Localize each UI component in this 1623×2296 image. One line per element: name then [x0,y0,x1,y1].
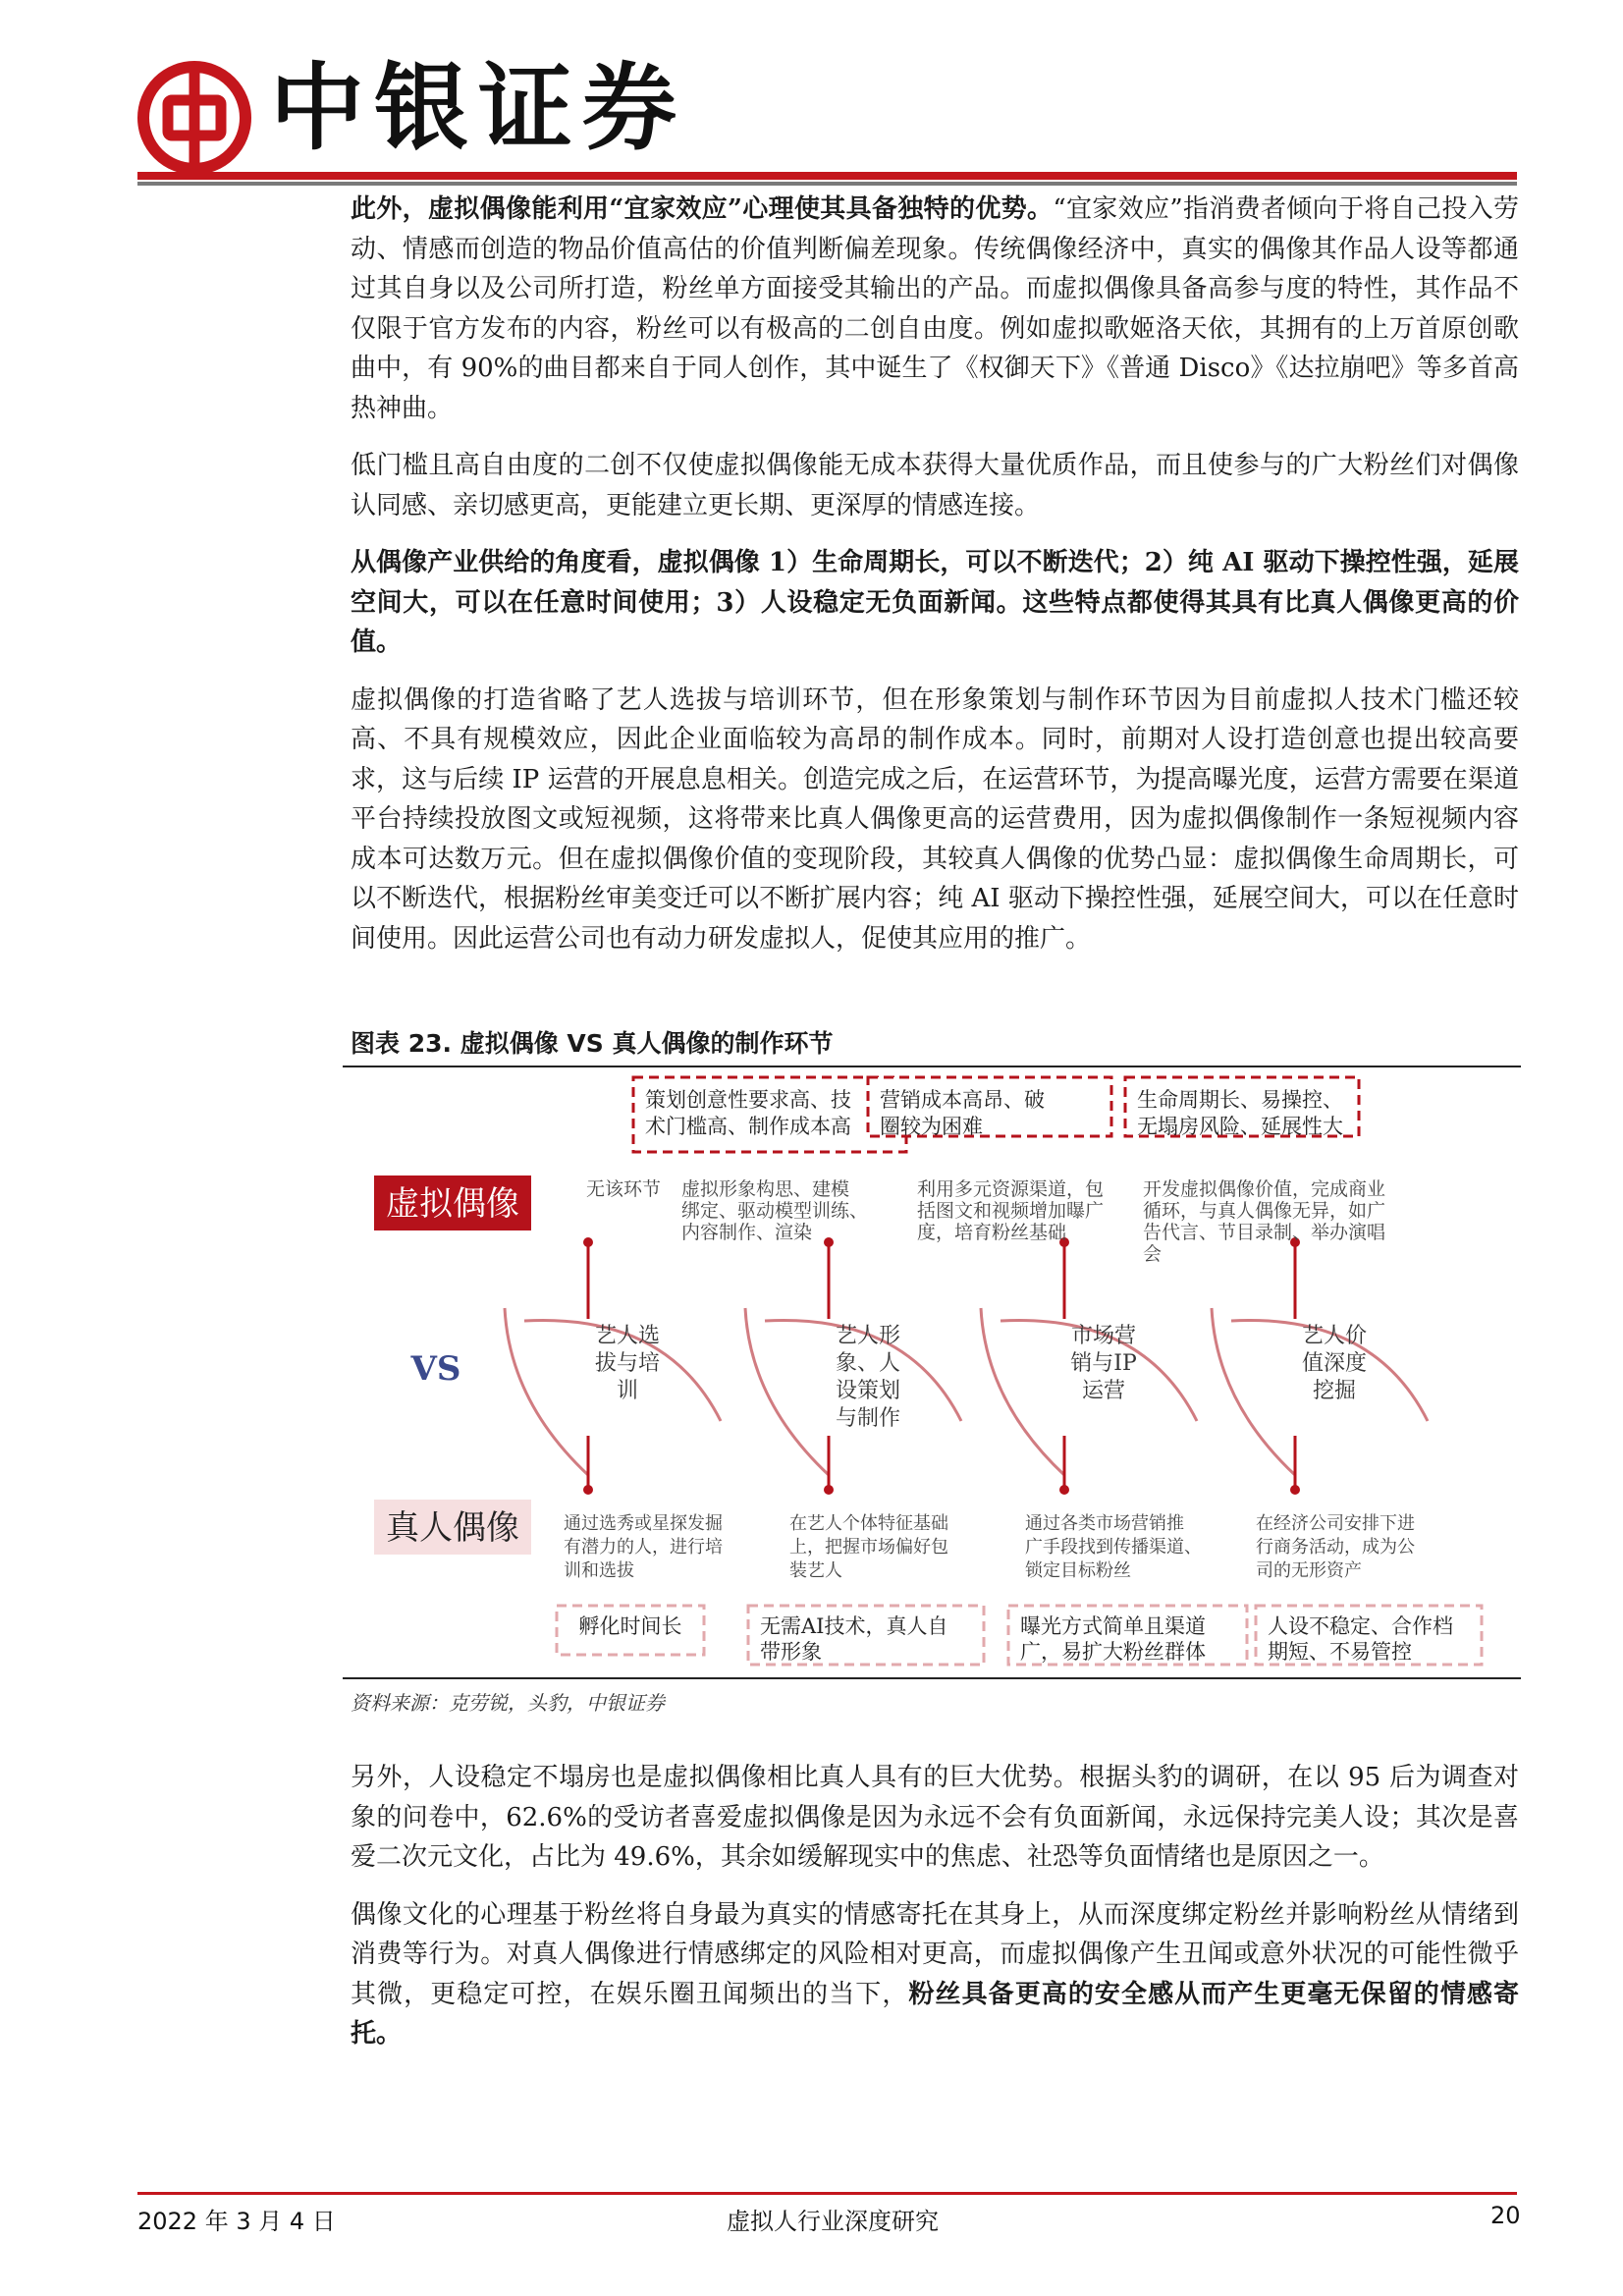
virtual-cons-text: 圈较为困难 [880,1115,983,1138]
stage-label: 运营 [1081,1379,1126,1403]
connector-dot [583,1485,593,1495]
real-desc: 司的无形资产 [1256,1560,1362,1581]
figure-source: 资料来源：克劳锐，头豹，中银证券 [351,1691,665,1715]
stage-label: 艺人价 [1301,1324,1368,1348]
body-lower [351,1758,1519,2072]
stage-label: 与制作 [835,1406,901,1431]
stage-label: 市场营 [1070,1324,1137,1348]
real-desc: 在经济公司安排下进 [1256,1513,1415,1534]
real-cons-text: 曝光方式简单且渠道 [1020,1614,1206,1638]
stage-label: 挖掘 [1312,1379,1357,1403]
virtual-desc: 度，培育粉丝基础 [917,1222,1067,1243]
real-desc: 通过各类市场营销推 [1025,1513,1184,1534]
real-desc: 广手段找到传播渠道、 [1025,1537,1202,1558]
real-desc: 训和选拔 [564,1560,634,1581]
virtual-desc: 会 [1143,1243,1163,1265]
real-cons-text: 期短、不易管控 [1268,1640,1412,1664]
header-rule [137,172,1517,186]
virtual-desc: 利用多元资源渠道，包 [917,1178,1105,1200]
virtual-desc: 告代言、节目录制、举办演唱 [1143,1222,1386,1243]
real-desc: 有潜力的人，进行培 [564,1537,723,1558]
paragraph: 低门槛且高自由度的二创不仅使虚拟偶像能无成本获得大量优质作品，而且使参与的广大粉丝们对偶像认同感、亲切感更高，更能建立更长期、更深厚的情感连接。 [351,451,1519,520]
paragraph: 从偶像产业供给的角度看，虚拟偶像 1）生命周期长，可以不断迭代；2）纯 AI 驱动下操控性强，延展空间大，可以在任意时间使用；3）人设稳定无负面新闻。这些特点都使得其具有比真人偶像更高的价值。 [351,548,1519,657]
real-cons-text: 无需AI技术，真人自 [760,1614,948,1638]
real-desc: 锁定目标粉丝 [1025,1560,1131,1581]
virtual-desc: 开发虚拟偶像价值，完成商业 [1143,1178,1386,1200]
real-desc: 通过选秀或星探发掘 [564,1513,723,1534]
virtual-desc: 循环，与真人偶像无异，如广 [1143,1200,1386,1222]
connector-dot [583,1237,593,1247]
footer-title: 虚拟人行业深度研究 [727,2208,939,2235]
bank-of-china-logo-icon [137,61,251,175]
virtual-desc: 绑定、驱动模型训练、 [681,1200,869,1222]
paragraph: 此外，虚拟偶像能利用“宜家效应”心理使其具备独特的优势。“宜家效应”指消费者倾向于将自己投入劳动、情感而创造的物品价值高估的价值判断偏差现象。传统偶像经济中，真实的偶像其作品人设等都通过其自身以及公司所打造，粉丝单方面接受其输出的产品。而虚拟偶像具备高参与度的特性，其作品不仅限于官方发布的内容，粉丝可以有极高的二创自由度。例如虚拟歌姬洛天依，其拥有的上万首原创歌曲中，有 90%的曲目都来自于同人创作，其中诞生了《权御天下》《普通 Disco》《达拉崩吧》等多首高热神曲。 [351,194,1519,423]
virtual-desc: 虚拟形象构思、建模 [681,1178,850,1200]
connector-dot [1290,1485,1300,1495]
footer-rule [137,2192,1517,2195]
virtual-cons-text: 生命周期长、易操控、 [1137,1088,1343,1112]
virtual-cons-text: 策划创意性要求高、技 [645,1088,851,1112]
page-number: 20 [1490,2202,1521,2229]
virtual-cons-text: 营销成本高昂、破 [880,1088,1045,1112]
virtual-desc: 无该环节 [586,1178,662,1200]
figure-bottom-rule [343,1677,1521,1679]
brand-name: 中银证券 [270,52,686,163]
stage-label: 象、人 [835,1351,901,1376]
stage-label: 艺人选 [594,1324,661,1348]
virtual-cons-text: 术门槛高、制作成本高 [645,1115,851,1138]
paragraph: 另外，人设稳定不塌房也是虚拟偶像相比真人具有的巨大优势。根据头豹的调研，在以 95 后为调查对象的问卷中，62.6%的受访者喜爱虚拟偶像是因为永远不会有负面新闻，永远保持完美人设；其次是喜爱二次元文化，占比为 49.6%，其余如缓解现实中的焦虑、社恐等负面情绪也是原因之一。 [351,1763,1519,1872]
body-upper [351,190,1519,976]
virtual-desc: 括图文和视频增加曝广 [917,1200,1105,1222]
real-cons-text: 广，易扩大粉丝群体 [1020,1640,1206,1664]
connector-dot [824,1237,834,1247]
stage-label: 值深度 [1301,1351,1368,1376]
stage-label: 训 [616,1379,639,1403]
real-desc: 上，把握市场偏好包 [789,1537,948,1558]
vs-label: VS [410,1349,461,1389]
stage-label: 销与IP [1070,1351,1137,1376]
paragraph: 虚拟偶像的打造省略了艺人选拔与培训环节，但在形象策划与制作环节因为目前虚拟人技术门槛还较高、不具有规模效应，因此企业面临较为高昂的制作成本。同时，前期对人设打造创意也提出较高要求，这与后续 IP 运营的开展息息相关。创造完成之后，在运营环节，为提高曝光度，运营方需要在渠道平台持续投放图文或短视频，这将带来比真人偶像更高的运营费用，因为虚拟偶像制作一条短视频内容成本可达数万元。但在虚拟偶像价值的变现阶段，其较真人偶像的优势凸显：虚拟偶像生命周期长，可以不断迭代，根据粉丝审美变迁可以不断扩展内容；纯 AI 驱动下操控性强，延展空间大，可以在任意时间使用。因此运营公司也有动力研发虚拟人，促使其应用的推广。 [351,684,1519,954]
page-header [0,0,1623,191]
virtual-desc: 内容制作、渲染 [681,1222,813,1243]
real-cons-text: 人设不稳定、合作档 [1268,1614,1453,1638]
real-idol-label: 真人偶像 [386,1508,519,1548]
virtual-cons-text: 无塌房风险、延展性大 [1137,1115,1343,1138]
figure-title: 图表 23. 虚拟偶像 VS 真人偶像的制作环节 [351,1029,834,1058]
stage-label: 拔与培 [594,1351,661,1376]
stage-label: 设策划 [835,1379,901,1403]
real-desc: 装艺人 [789,1560,842,1581]
real-cons-text: 孵化时间长 [578,1614,682,1638]
virtual-idol-label: 虚拟偶像 [386,1184,519,1224]
real-desc: 行商务活动，成为公 [1256,1537,1415,1558]
connector-dot [824,1485,834,1495]
comparison-diagram [343,1067,1521,1676]
paragraph: 偶像文化的心理基于粉丝将自身最为真实的情感寄托在其身上，从而深度绑定粉丝并影响粉丝从情绪到消费等行为。对真人偶像进行情感绑定的风险相对更高，而虚拟偶像产生丑闻或意外状况的可能性微乎其微，更稳定可控，在娱乐圈丑闻频出的当下，粉丝具备更高的安全感从而产生更毫无保留的情感寄托。 [351,1899,1519,2049]
connector-dot [1059,1485,1069,1495]
stage-label: 艺人形 [835,1324,901,1348]
footer-date: 2022 年 3 月 4 日 [137,2208,336,2235]
real-cons-text: 带形象 [760,1640,822,1664]
real-desc: 在艺人个体特征基础 [789,1513,948,1534]
